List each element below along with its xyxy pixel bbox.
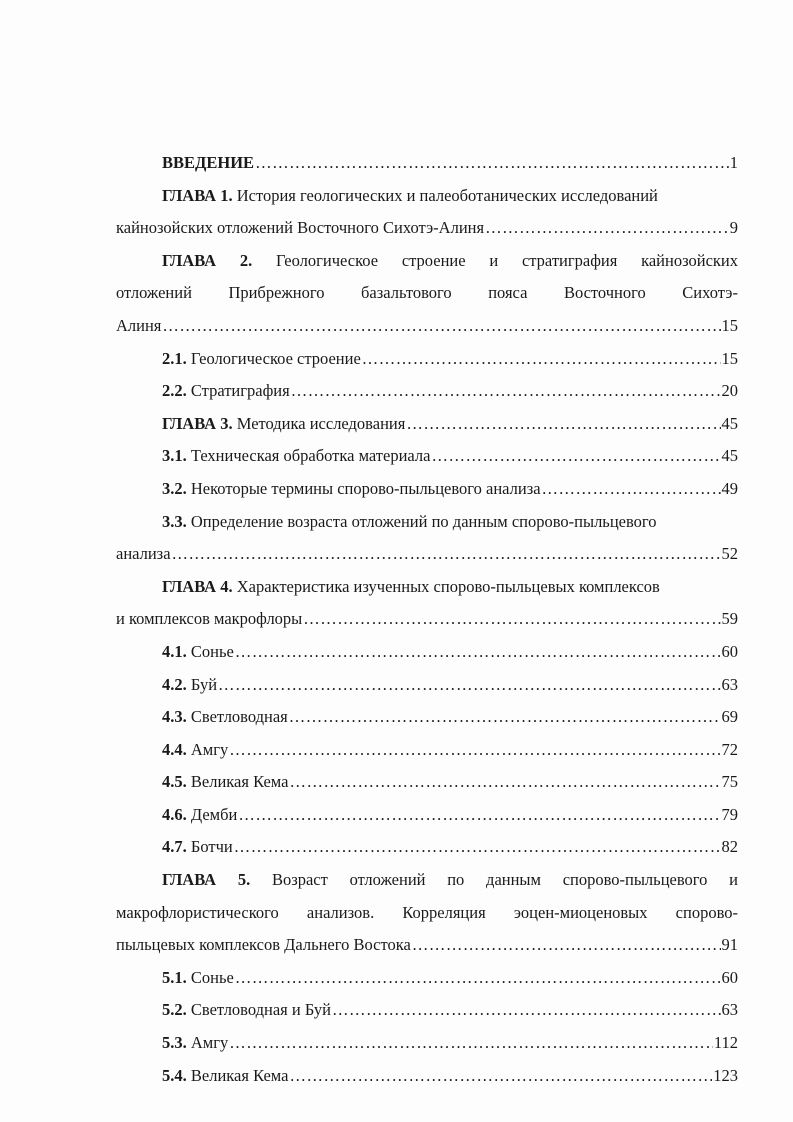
- title-word: кайнозойских: [641, 250, 738, 270]
- section-number: 3.2.: [162, 478, 187, 498]
- toc-entry-chapter-4-line2[interactable]: [116, 603, 738, 636]
- title-word: и: [489, 250, 499, 270]
- title-word: пояса: [488, 283, 528, 303]
- section-number: 3.1.: [162, 446, 187, 466]
- section-title: Геологическое строение: [190, 348, 361, 368]
- toc-entry-section-3-2[interactable]: [116, 473, 738, 506]
- toc-page-number: 1: [729, 153, 738, 172]
- toc-page-number: 49: [721, 478, 738, 498]
- section-number: 4.5.: [162, 772, 187, 792]
- section-title: Демби: [190, 804, 238, 824]
- section-title: Ботчи: [190, 837, 233, 857]
- dot-leader: [255, 147, 729, 180]
- toc-page-number: 123: [713, 1065, 738, 1085]
- dot-leader: [229, 734, 720, 767]
- toc-entry-intro[interactable]: [116, 147, 738, 180]
- title-word: отложений: [349, 870, 426, 890]
- toc-entry-chapter-4-line1[interactable]: [116, 571, 738, 604]
- toc-entry-section-5-1[interactable]: [116, 962, 738, 995]
- toc-entry-section-4-7[interactable]: [116, 831, 738, 864]
- toc-page-number: 52: [721, 544, 738, 564]
- toc-entry-section-4-3[interactable]: [116, 701, 738, 734]
- dot-leader: [218, 669, 720, 702]
- section-number: 4.4.: [162, 739, 187, 759]
- toc-entry-section-2-1[interactable]: [116, 343, 738, 376]
- section-title: Великая Кема: [190, 772, 289, 792]
- title-word: Возраст: [271, 870, 328, 890]
- toc-entry-chapter-2-line1[interactable]: [116, 245, 738, 278]
- toc-entry-section-4-2[interactable]: [116, 669, 738, 702]
- section-title: Великая Кема: [190, 1065, 289, 1085]
- chapter-label: ГЛАВА 4.: [162, 576, 233, 596]
- toc-entry-section-3-3-line1[interactable]: [116, 506, 738, 539]
- dot-leader: [485, 212, 729, 245]
- table-of-contents: [116, 147, 738, 1092]
- title-word: спорово-: [675, 902, 738, 922]
- section-number: 3.3.: [162, 511, 187, 531]
- toc-page-number: 63: [721, 674, 738, 694]
- dot-leader: [162, 310, 720, 343]
- section-number: 5.4.: [162, 1065, 187, 1085]
- title-word: Корреляция: [402, 902, 486, 922]
- toc-entry-section-4-1[interactable]: [116, 636, 738, 669]
- toc-page-number: 9: [729, 218, 738, 238]
- dot-leader: [235, 962, 721, 995]
- section-number: 4.6.: [162, 804, 187, 824]
- toc-entry-section-4-6[interactable]: [116, 799, 738, 832]
- dot-leader: [431, 440, 720, 473]
- toc-entry-section-5-4[interactable]: [116, 1060, 738, 1093]
- toc-entry-section-4-4[interactable]: [116, 734, 738, 767]
- toc-page-number: 60: [721, 641, 738, 661]
- toc-page-number: 45: [721, 413, 738, 433]
- toc-page-number: 45: [721, 446, 738, 466]
- chapter-title-cont: пыльцевых комплексов Дальнего Востока: [116, 935, 411, 955]
- toc-entry-chapter-3[interactable]: [116, 408, 738, 441]
- chapter-title-cont: Алиня: [116, 315, 162, 335]
- section-title: Светловодная: [190, 707, 288, 727]
- section-title: Амгу: [190, 739, 229, 759]
- title-word: Сихотэ-: [682, 283, 738, 303]
- toc-page-number: 112: [713, 1033, 738, 1053]
- toc-entry-section-2-2[interactable]: [116, 375, 738, 408]
- toc-page-number: 72: [721, 739, 738, 759]
- chapter-label-word: ГЛАВА: [162, 250, 217, 270]
- section-title: Некоторые термины спорово-пыльцевого анализа: [190, 478, 541, 498]
- section-title: Сонье: [190, 641, 234, 661]
- title-word: данным: [486, 870, 541, 890]
- chapter-label-num: 2.: [239, 250, 253, 270]
- chapter-label: ГЛАВА 3.: [162, 413, 233, 433]
- toc-entry-chapter-2-line3[interactable]: [116, 310, 738, 343]
- chapter-label-word: ГЛАВА: [162, 870, 217, 890]
- dot-leader: [362, 343, 721, 376]
- section-number: 4.3.: [162, 707, 187, 727]
- toc-page-number: 63: [721, 1000, 738, 1020]
- toc-entry-section-3-3-line2[interactable]: [116, 538, 738, 571]
- section-number: 5.1.: [162, 967, 187, 987]
- chapter-title-cont: кайнозойских отложений Восточного Сихотэ-Алиня: [116, 218, 485, 238]
- section-number: 5.2.: [162, 1000, 187, 1020]
- dot-leader: [289, 701, 721, 734]
- title-word: отложений: [116, 283, 192, 303]
- toc-entry-chapter-2-line2[interactable]: [116, 277, 738, 310]
- toc-page-number: 20: [721, 381, 738, 401]
- dot-leader: [235, 636, 721, 669]
- dot-leader: [234, 831, 721, 864]
- title-word: базальтового: [361, 283, 452, 303]
- dot-leader: [289, 766, 720, 799]
- title-word: Восточного: [563, 283, 646, 303]
- toc-page-number: 79: [721, 804, 738, 824]
- toc-page-number: 69: [721, 707, 738, 727]
- dot-leader: [229, 1027, 713, 1060]
- section-title: Стратиграфия: [190, 381, 290, 401]
- section-number: 4.2.: [162, 674, 187, 694]
- toc-entry-section-5-3[interactable]: [116, 1027, 738, 1060]
- dot-leader: [542, 473, 721, 506]
- title-word: стратиграфия: [521, 250, 618, 270]
- toc-page-number: 15: [721, 315, 738, 335]
- section-title: Техническая обработка материала: [190, 446, 431, 466]
- dot-leader: [291, 375, 721, 408]
- section-number: 4.7.: [162, 837, 187, 857]
- toc-page-number: 82: [721, 837, 738, 857]
- toc-entry-chapter-1-line2[interactable]: [116, 212, 738, 245]
- toc-entry-section-5-2[interactable]: [116, 994, 738, 1027]
- dot-leader: [412, 929, 721, 962]
- chapter-title: Характеристика изученных спорово-пыльцевых комплексов: [236, 576, 660, 596]
- title-word: Прибрежного: [228, 283, 325, 303]
- section-number: 2.2.: [162, 381, 187, 401]
- section-title: Амгу: [190, 1033, 229, 1053]
- chapter-title: История геологических и палеоботанических исследований: [236, 185, 658, 205]
- chapter-label-num: 5.: [237, 870, 251, 890]
- dot-leader: [238, 799, 720, 832]
- toc-page-number: 91: [721, 935, 738, 955]
- toc-page-number: 59: [721, 609, 738, 629]
- toc-entry-title: ВВЕДЕНИЕ: [162, 153, 255, 172]
- title-word: Геологическое: [276, 250, 379, 270]
- toc-entry-section-3-1[interactable]: [116, 440, 738, 473]
- section-number: 4.1.: [162, 641, 187, 661]
- toc-page-number: 15: [721, 348, 738, 368]
- title-word: и: [729, 870, 738, 890]
- section-title: Определение возраста отложений по данным спорово-пыльцевого: [190, 511, 657, 531]
- section-title: Сонье: [190, 967, 234, 987]
- toc-entry-chapter-5-line1[interactable]: [116, 864, 738, 897]
- toc-page-number: 60: [721, 967, 738, 987]
- dot-leader: [172, 538, 721, 571]
- toc-page-number: 75: [721, 772, 738, 792]
- toc-entry-chapter-5-line2[interactable]: [116, 897, 738, 930]
- chapter-label: ГЛАВА 1.: [162, 185, 233, 205]
- section-title: Светловодная и Буй: [190, 1000, 331, 1020]
- dot-leader: [303, 603, 720, 636]
- section-number: 5.3.: [162, 1033, 187, 1053]
- title-word: спорово-пыльцевого: [562, 870, 708, 890]
- section-title-cont: анализа: [116, 544, 171, 564]
- title-word: строение: [401, 250, 466, 270]
- toc-entry-chapter-5-line3[interactable]: [116, 929, 738, 962]
- chapter-title: Методика исследования: [236, 413, 406, 433]
- title-word: макрофлористического: [116, 902, 279, 922]
- toc-entry-section-4-5[interactable]: [116, 766, 738, 799]
- dot-leader: [289, 1060, 712, 1093]
- title-word: анализов.: [306, 902, 375, 922]
- title-word: по: [447, 870, 465, 890]
- section-title: Буй: [190, 674, 218, 694]
- title-word: эоцен-миоценовых: [513, 902, 648, 922]
- chapter-title-cont: и комплексов макрофлоры: [116, 609, 303, 629]
- dot-leader: [332, 994, 721, 1027]
- dot-leader: [406, 408, 720, 441]
- toc-entry-chapter-1-line1[interactable]: [116, 180, 738, 213]
- section-number: 2.1.: [162, 348, 187, 368]
